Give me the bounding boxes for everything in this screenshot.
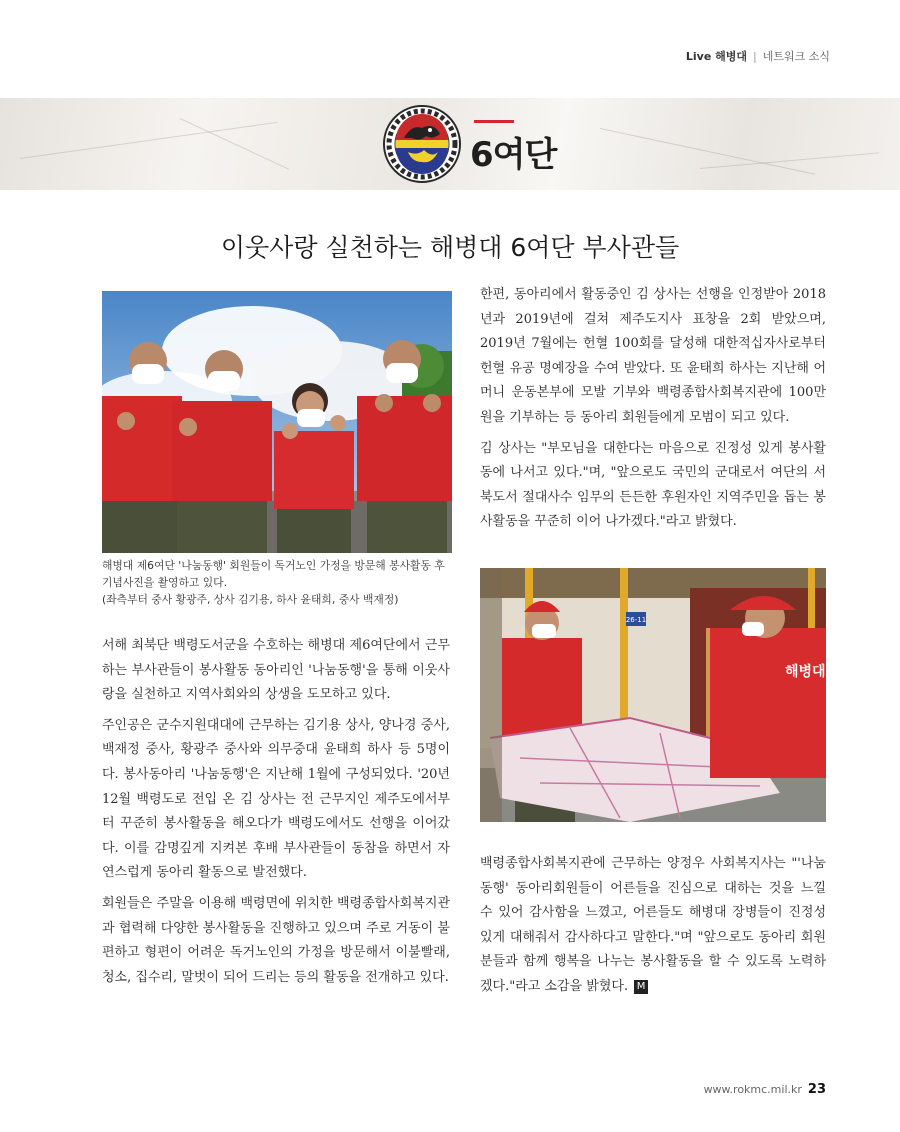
page-footer bbox=[704, 1082, 826, 1097]
header-breadcrumb bbox=[686, 48, 830, 64]
caption-names: (좌측부터 중사 황광주, 상사 김기용, 하사 윤태희, 중사 백재정) bbox=[102, 593, 399, 606]
paragraph: 서해 최북단 백령도서군을 수호하는 해병대 제6여단에서 근무하는 부사관들이 봉사활동 동아리인 '나눔동행'을 통해 이웃사랑을 실천하고 지역사회와의 상생을 도모하고 있다. bbox=[102, 638, 450, 703]
paragraph bbox=[480, 852, 826, 1000]
paragraph: 한편, 동아리에서 활동중인 김 상사는 선행을 인정받아 2018년과 2019년에 걸쳐 제주도지사 표창을 2회 받았으며, 2019년 7월에는 헌혈 100회를 달성해 대한적십자사로부터 헌혈 유공 명예장을 수여 받았다. 또 윤태희 하사는 지난해 어머니 운동본부에 모발 기부와 백령종합사회복지관에 100만원을 기부하는 등 동아리 회원들에게 모범이 되고 있다. bbox=[480, 287, 826, 425]
subsection-title: 네트워크 소식 bbox=[762, 50, 830, 63]
paragraph: 주인공은 군수지원대대에 근무하는 김기용 상사, 양나경 중사, 백재정 중사, 황광주 중사와 의무중대 윤태희 하사 등 5명이다. 봉사동아리 '나눔동행'은 지난해 1월에 구성되었다. '20년 12월 백령도로 전입 온 김 상사는 전 근무지인 제주도에서부터 꾸준히 봉사활동을 해오다가 백령도에서도 선행을 이어갔다. 이를 감명깊게 지켜본 후배 부사관들이 동참을 하면서 자연스럽게 동아리 활동으로 발전했다. bbox=[102, 717, 450, 881]
end-mark-icon: M bbox=[634, 980, 648, 994]
paragraph: 김 상사는 "부모님을 대한다는 마음으로 진정성 있게 봉사활동에 나서고 있다."며, "앞으로도 국민의 군대로서 여단의 서북도서 절대사수 임무의 든든한 후원자인 지역주민을 돕는 봉사활동을 꾸준히 이어 나가겠다."라고 밝혔다. bbox=[480, 440, 826, 530]
photo-caption bbox=[102, 557, 452, 608]
page-number: 23 bbox=[807, 1082, 826, 1097]
unit-title-accent bbox=[474, 120, 514, 123]
group-photo bbox=[102, 291, 452, 553]
shirt-lettering: 해병대 bbox=[785, 664, 826, 680]
building-sign: 26-11 bbox=[625, 616, 647, 624]
article-title: 이웃사랑 실천하는 해병대 6여단 부사관들 bbox=[220, 233, 680, 262]
volunteer-activity-photo bbox=[480, 568, 826, 822]
marine-6th-brigade-emblem-icon bbox=[382, 104, 462, 184]
website-url: www.rokmc.mil.kr bbox=[703, 1083, 802, 1096]
body-column-left bbox=[102, 634, 450, 996]
section-title: Live 해병대 bbox=[685, 50, 748, 63]
paragraph-text: 백령종합사회복지관에 근무하는 양정우 사회복지사는 "'나눔동행' 동아리회원들이 어른들을 진심으로 대하는 것을 느낄 수 있어 감사함을 느꼈고, 어른들도 해병대 장병들이 진정성 있게 대해줘서 감사하다고 말한다."며 "앞으로도 동아리 회원 분들과 함께 행복을 나누는 봉사활동을 할 수 있도록 노력하겠다."라고 소감을 밝혔다. bbox=[480, 856, 826, 994]
breadcrumb-separator: | bbox=[753, 50, 757, 63]
caption-line: 해병대 제6여단 '나눔동행' 회원들이 독거노인 가정을 방문해 봉사활동 후 기념사진을 촬영하고 있다. bbox=[102, 559, 445, 589]
unit-title: 6여단 bbox=[470, 135, 557, 175]
body-column-right-bottom bbox=[480, 852, 826, 1006]
paragraph: 회원들은 주말을 이용해 백령면에 위치한 백령종합사회복지관과 협력해 다양한 봉사활동을 진행하고 있으며 주로 거동이 불편하고 형편이 어려운 독거노인의 가정을 방문해서 이불빨래, 청소, 집수리, 말벗이 되어 드리는 등의 활동을 전개하고 있다. bbox=[102, 895, 450, 985]
body-column-right-top bbox=[480, 283, 826, 541]
